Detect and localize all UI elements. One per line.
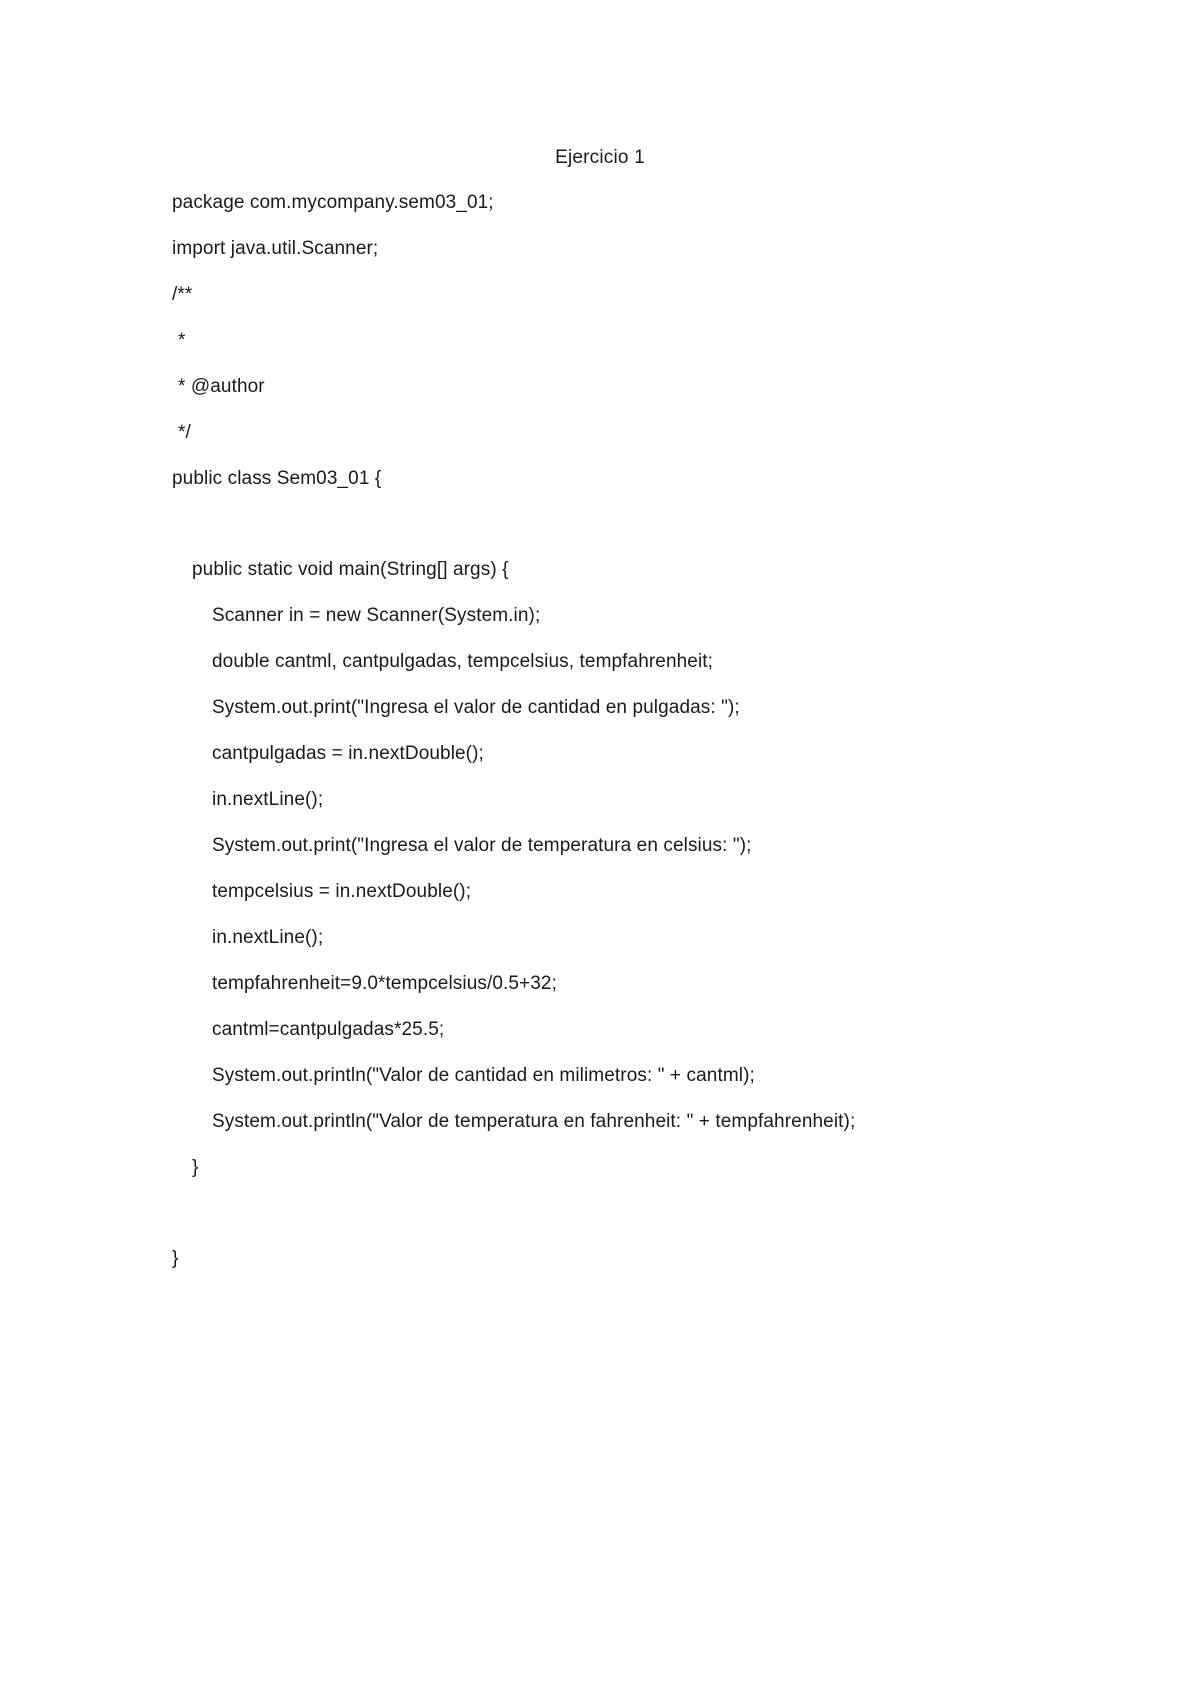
code-line: in.nextLine(); (212, 927, 324, 948)
code-line: System.out.println("Valor de cantidad en milimetros: " + cantml); (212, 1065, 755, 1086)
code-line: /** (172, 284, 193, 305)
code-line: public class Sem03_01 { (172, 468, 382, 489)
code-line: */ (178, 422, 191, 443)
code-line: System.out.println("Valor de temperatura en fahrenheit: " + tempfahrenheit); (212, 1111, 856, 1132)
code-line: * (178, 330, 186, 351)
code-line: tempcelsius = in.nextDouble(); (212, 881, 472, 902)
code-line: cantml=cantpulgadas*25.5; (212, 1019, 445, 1040)
code-line: System.out.print("Ingresa el valor de cantidad en pulgadas: "); (212, 697, 740, 718)
code-line: public static void main(String[] args) { (192, 559, 509, 580)
code-line: tempfahrenheit=9.0*tempcelsius/0.5+32; (212, 973, 557, 994)
code-line: cantpulgadas = in.nextDouble(); (212, 743, 484, 764)
page-title: Ejercicio 1 (555, 147, 645, 168)
code-line: System.out.print("Ingresa el valor de temperatura en celsius: "); (212, 835, 752, 856)
code-line: } (192, 1157, 199, 1178)
code-line: package com.mycompany.sem03_01; (172, 192, 494, 213)
code-line: double cantml, cantpulgadas, tempcelsius, tempfahrenheit; (212, 651, 714, 672)
code-line: Scanner in = new Scanner(System.in); (212, 605, 541, 626)
code-line: in.nextLine(); (212, 789, 324, 810)
code-line: } (172, 1248, 179, 1269)
code-line: import java.util.Scanner; (172, 238, 379, 259)
code-line: * @author (178, 376, 265, 397)
